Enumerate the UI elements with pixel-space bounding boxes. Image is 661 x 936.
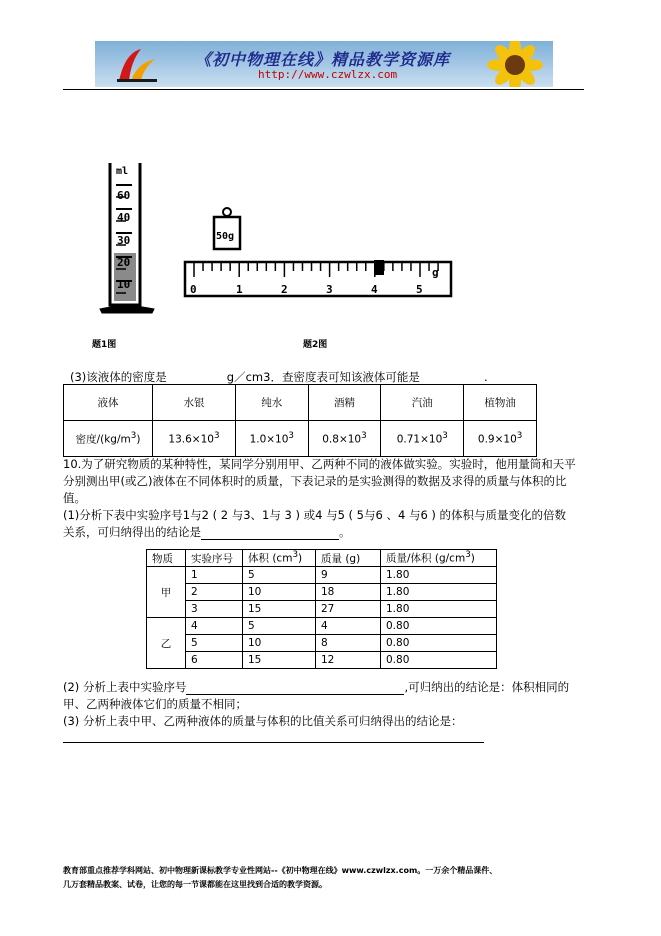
table-cell: 1.80 (381, 567, 497, 584)
experiment-figures (96, 157, 456, 321)
density-header-mercury: 水银 (153, 385, 236, 421)
table-cell: 1.80 (381, 601, 497, 618)
ruler-tick-2: 2 (281, 283, 288, 296)
mass-header-ratio: 质量/体积 $(g/cm^3)$ (381, 550, 497, 567)
density-row-label: 密度$/(kg/m^3)$ (64, 421, 153, 457)
figure-caption-1: 题1图 (92, 340, 117, 350)
table-row (147, 601, 497, 618)
table-cell: 0.80 (381, 635, 497, 652)
sunflower-icon (483, 41, 547, 87)
question-3-text-c: . (483, 370, 488, 384)
density-value-alcohol: $0.8\times 10^3$ (308, 421, 381, 457)
mass-header-substance: 物质 (147, 550, 186, 567)
table-cell: 10 (243, 584, 316, 601)
cylinder-unit-label: ml (116, 166, 129, 177)
table-cell: 1 (186, 567, 243, 584)
substance-yi: 乙 (147, 618, 186, 669)
table-cell: 4 (316, 618, 381, 635)
table-row (147, 652, 497, 669)
density-header-vegetable-oil: 植物油 (464, 385, 537, 421)
question-10-part-2-line-1: (2) 分析上表中实验序号 ,可归纳出的结论是：体积相同的 (63, 680, 570, 694)
density-header-liquid: 液体 (64, 385, 153, 421)
mass-volume-table (146, 549, 497, 669)
question-3-text-a: (3)该液体的密度是 (70, 370, 167, 384)
table-cell: 2 (186, 584, 243, 601)
cylinder-tick-60: 60 (117, 189, 131, 202)
cylinder-tick-20: 20 (117, 256, 131, 269)
balance-ruler-icon (185, 260, 451, 296)
table-cell: 8 (316, 635, 381, 652)
density-value-pure-water: $1.0\times 10^3$ (235, 421, 308, 457)
ruler-tick-5: 5 (416, 283, 423, 296)
table-cell: 0.80 (381, 652, 497, 669)
conclusion-1-blank[interactable] (201, 525, 339, 540)
footer-line-2: 几万套精品教案、试卷，让您的每一节课都能在这里找到合适的教学资源。 (63, 880, 327, 889)
header-banner (95, 41, 553, 87)
table-cell: 10 (243, 635, 316, 652)
table-row (64, 421, 537, 457)
figure-caption-2: 题2图 (303, 340, 328, 350)
table-cell: 1.80 (381, 584, 497, 601)
conclusion-3-blank[interactable] (63, 742, 484, 743)
table-cell: 9 (316, 567, 381, 584)
table-cell: 18 (316, 584, 381, 601)
weight-label: 50g (216, 231, 235, 242)
table-row (147, 567, 497, 584)
question-10-part-3: (3) 分析上表中甲、乙两种液体的质量与体积的比值关系可归纳得出的结论是： (63, 714, 463, 728)
ruler-tick-3: 3 (326, 283, 333, 296)
table-cell: 6 (186, 652, 243, 669)
header-divider (63, 89, 584, 90)
cylinder-tick-30: 30 (117, 234, 131, 247)
table-row (64, 385, 537, 421)
ruler-tick-0: 0 (190, 283, 197, 296)
table-cell: 15 (243, 601, 316, 618)
question-10-line-1: 10.为了研究物质的某种特性，某同学分别用甲、乙两种不同的液体做实验。实验时，他用量筒和天平 (63, 457, 576, 471)
substance-jia: 甲 (147, 567, 186, 618)
table-row (147, 635, 497, 652)
question-10-part-1-line-1: (1)分析下表中实验序号1与2 ( 2 与3、1与 3 ) 或4 与5 ( 5与6 、4 与6 ) 的体积与质量变化的倍数 (63, 508, 567, 522)
density-answer-blank[interactable] (167, 370, 227, 385)
density-value-gasoline: $0.71\times 10^3$ (381, 421, 464, 457)
mass-header-volume: 体积 $(cm^3)$ (243, 550, 316, 567)
liquid-answer-blank[interactable] (420, 370, 484, 385)
sequence-answer-blank[interactable] (186, 680, 404, 695)
table-row (147, 618, 497, 635)
table-cell: 15 (243, 652, 316, 669)
cylinder-tick-40: 40 (117, 211, 131, 224)
table-cell: 0.80 (381, 618, 497, 635)
banner-title: 《初中物理在线》精品教学资源库 (195, 50, 451, 69)
ruler-tick-4: 4 (371, 283, 378, 296)
mass-header-mass: 质量 (g) (316, 550, 381, 567)
table-cell: 3 (186, 601, 243, 618)
weight-icon (214, 208, 240, 249)
question-3-line (70, 369, 488, 385)
table-cell: 5 (186, 635, 243, 652)
table-row (147, 550, 497, 567)
density-table (63, 384, 537, 457)
table-row (147, 584, 497, 601)
ruler-unit-label: g (432, 266, 439, 279)
density-header-alcohol: 酒精 (308, 385, 381, 421)
density-header-pure-water: 纯水 (235, 385, 308, 421)
question-10-part-1-line-2: 关系，可归纳得出的结论是 。 (63, 525, 351, 539)
density-header-gasoline: 汽油 (381, 385, 464, 421)
ruler-tick-1: 1 (236, 283, 243, 296)
site-logo-icon (117, 47, 157, 83)
table-cell: 4 (186, 618, 243, 635)
density-value-vegetable-oil: $0.9\times 10^3$ (464, 421, 537, 457)
table-cell: 27 (316, 601, 381, 618)
density-value-mercury: $13.6\times 10^3$ (153, 421, 236, 457)
mass-header-index: 实验序号 (186, 550, 243, 567)
cylinder-tick-10: 10 (117, 278, 131, 291)
footer-line-1: 教育部重点推荐学科网站、初中物理新课标教学专业性网站--《初中物理在线》www.czwlzx.com。一万余个精品课件、 (63, 866, 498, 875)
question-3-text-b: g／cm3．查密度表可知该液体可能是 (226, 370, 420, 384)
question-10-line-3: 值。 (63, 491, 86, 505)
table-cell: 5 (243, 567, 316, 584)
question-10-line-2: 分别测出甲(或乙)液体在不同体积时的质量，下表记录的是实验测得的数据及求得的质量与体积的比 (63, 474, 567, 488)
table-cell: 12 (316, 652, 381, 669)
table-cell: 5 (243, 618, 316, 635)
question-10-part-2-line-2: 甲、乙两种液体它们的质量不相同； (63, 697, 247, 711)
banner-url[interactable]: http://www.czwlzx.com (258, 68, 398, 81)
